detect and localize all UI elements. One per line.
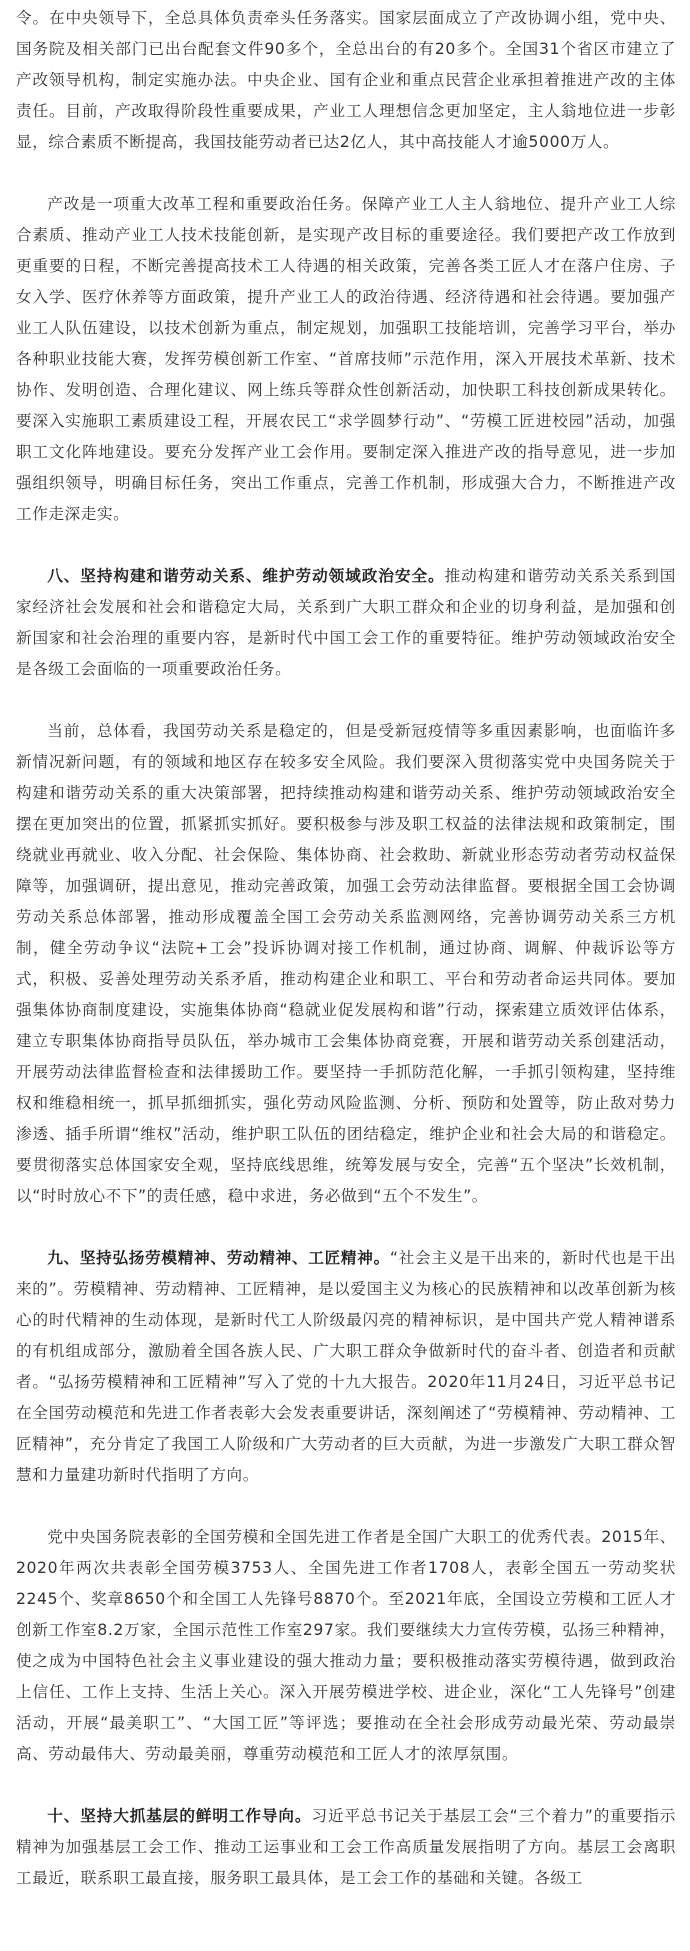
paragraph-text: 习近平总书记关于基层工会“三个着力”的重要指示精神为加强基层工会工作、推动工运事业和工会工作高质量发展指明了方向。基层工会离职工最近，联系职工最直接，服务职工最具体，是工会工作的基础和关键。各级工: [16, 1807, 676, 1887]
section-heading: 九、坚持弘扬劳模精神、劳动精神、工匠精神。: [47, 1249, 390, 1267]
paragraph-text: 当前，总体看，我国劳动关系是稳定的，但是受新冠疫情等多重因素影响，也面临许多新情况新问题，有的领域和地区存在较多安全风险。我们要深入贯彻落实党中央国务院关于构建和谐劳动关系的重大决策部署，把持续推动构建和谐劳动关系、维护劳动领域政治安全摆在更加突出的位置，抓紧抓实抓好。要积极参与涉及职工权益的法律法规和政策制定，围绕就业再就业、收入分配、社会保险、集体协商、社会救助、新就业形态劳动者劳动权益保障等，加强调研，提出意见，推动完善政策，加强工会劳动法律监督。要根据全国工会协调劳动关系总体部署，推动形成覆盖全国工会劳动关系监测网络，完善协调劳动关系三方机制，健全劳动争议“法院+工会”投诉协调对接工作机制，通过协商、调解、仲裁诉讼等方式，积极、妥善处理劳动关系矛盾，推动构建企业和职工、平台和劳动者命运共同体。要加强集体协商制度建设，实施集体协商“稳就业促发展构和谐”行动，探索建立质效评估体系，建立专职集体协商指导员队伍，举办城市工会集体协商竞赛，开展和谐劳动关系创建活动，开展劳动法律监督检查和法律援助工作。要坚持一手抓防范化解，一手抓引领构建，坚持维权和维稳相统一，抓早抓细抓实，强化劳动风险监测、分析、预防和处置等，防止敌对势力渗透、插手所谓“维权”活动，维护职工队伍的团结稳定，维护企业和社会大局的和谐稳定。要贯彻落实总体国家安全观，坚持底线思维，统筹发展与安全，完善“五个坚决”长效机制，以“时时放心不下”的责任感，稳中求进，务必做到“五个不发生”。: [16, 722, 676, 1205]
article-body: [0, 3, 690, 1894]
section-heading: 八、坚持构建和谐劳动关系、维护劳动领域政治安全。: [47, 567, 445, 585]
paragraph-labor-relations-current: [16, 716, 676, 1212]
paragraph-reform-project: [16, 189, 676, 530]
section-eight-labor-relations: [16, 561, 676, 685]
paragraph-text: 产改是一项重大改革工程和重要政治任务。保障产业工人主人翁地位、提升产业工人综合素质、推动产业工人技术技能创新，是实现产改目标的重要途径。我们要把产改工作放到更重要的日程，不断完善提高技术工人待遇的相关政策，完善各类工匠人才在落户住房、子女入学、医疗休养等方面政策，提升产业工人的政治待遇、经济待遇和社会待遇。要加强产业工人队伍建设，以技术创新为重点，制定规划，加强职工技能培训，完善学习平台，举办各种职业技能大赛，发挥劳模创新工作室、“首席技师”示范作用，深入开展技术革新、技术协作、发明创造、合理化建议、网上练兵等群众性创新活动，加快职工科技创新成果转化。要深入实施职工素质建设工程，开展农民工“求学圆梦行动”、“劳模工匠进校园”活动，加强职工文化阵地建设。要充分发挥产业工会作用。要制定深入推进产改的指导意见，进一步加强组织领导，明确目标任务，突出工作重点，完善工作机制，形成强大合力，不断推进产改工作走深走实。: [16, 195, 676, 523]
paragraph-text: 推动构建和谐劳动关系关系到国家经济社会发展和社会和谐稳定大局，关系到广大职工群众和企业的切身利益，是加强和创新国家和社会治理的重要内容，是新时代中国工会工作的重要特征。维护劳动领域政治安全是各级工会面临的一项重要政治任务。: [16, 567, 676, 678]
section-heading: 十、坚持大抓基层的鲜明工作导向。: [47, 1807, 312, 1825]
paragraph-text: “社会主义是干出来的，新时代也是干出来的”。劳模精神、劳动精神、工匠精神，是以爱国主义为核心的民族精神和以改革创新为核心的时代精神的生动体现，是新时代工人阶级最闪亮的精神标识，是中国共产党人精神谱系的有机组成部分，激励着全国各族人民、广大职工群众争做新时代的奋斗者、创造者和贡献者。“弘扬劳模精神和工匠精神”写入了党的十九大报告。2020年11月24日，习近平总书记在全国劳动模范和先进工作者表彰大会发表重要讲话，深刻阐述了“劳模精神、劳动精神、工匠精神”，充分肯定了我国工人阶级和广大劳动者的巨大贡献，为进一步激发广大职工群众智慧和力量建功新时代指明了方向。: [16, 1249, 676, 1484]
paragraph-model-worker-commendation: [16, 1522, 676, 1770]
paragraph-leadership-implementation: [16, 3, 676, 158]
section-ten-grassroots: [16, 1801, 676, 1894]
paragraph-text: 党中央国务院表彰的全国劳模和全国先进工作者是全国广大职工的优秀代表。2015年、2020年两次共表彰全国劳模3753人、全国先进工作者1708人，表彰全国五一劳动奖状2245个、奖章8650个和全国工人先锋号8870个。至2021年底，全国设立劳模和工匠人才创新工作室8.2万家，全国示范性工作室297家。我们要继续大力宣传劳模，弘扬三种精神，使之成为中国特色社会主义事业建设的强大推动力量；要积极推动落实劳模待遇，做到政治上信任、工作上支持、生活上关心。深入开展劳模进学校、进企业，深化“工人先锋号”创建活动，开展“最美职工”、“大国工匠”等评选；要推动在全社会形成劳动最光荣、劳动最崇高、劳动最伟大、劳动最美丽，尊重劳动模范和工匠人才的浓厚氛围。: [16, 1528, 676, 1763]
section-nine-model-worker-spirit: [16, 1243, 676, 1491]
paragraph-text: 令。在中央领导下，全总具体负责牵头任务落实。国家层面成立了产改协调小组，党中央、国务院及相关部门已出台配套文件90多个，全总出台的有20多个。全国31个省区市建立了产改领导机构，制定实施办法。中央企业、国有企业和重点民营企业承担着推进产改的主体责任。目前，产改取得阶段性重要成果，产业工人理想信念更加坚定，主人翁地位进一步彰显，综合素质不断提高，我国技能劳动者已达2亿人，其中高技能人才逾5000万人。: [16, 9, 676, 151]
